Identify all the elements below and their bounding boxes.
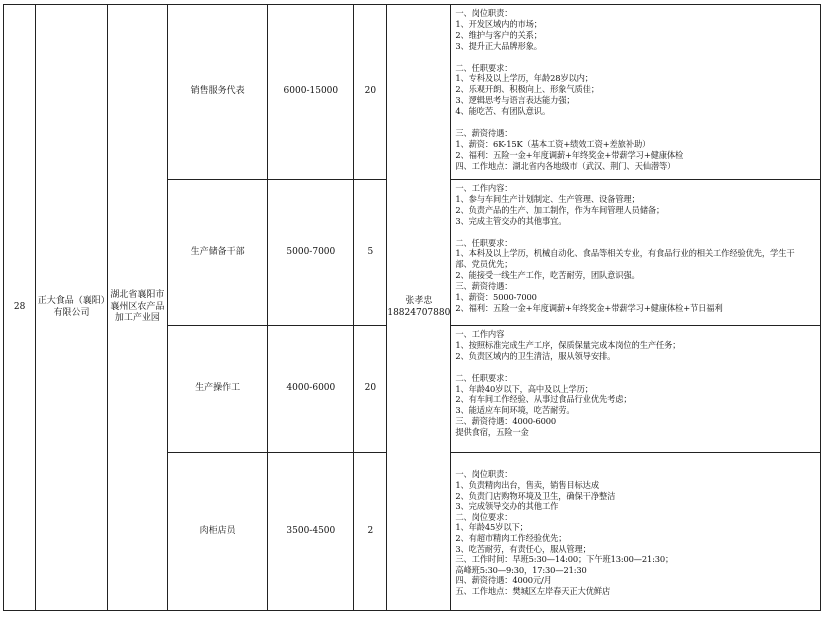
job-row-sales <box>4 5 821 180</box>
contact-name: 张孝忠 <box>405 296 433 306</box>
hiring-count: 2 <box>354 453 387 611</box>
job-description <box>451 326 821 453</box>
hiring-count: 5 <box>354 180 387 326</box>
position-title: 销售服务代表 <box>167 5 267 180</box>
company-name: 正大食品（襄阳）有限公司 <box>36 5 108 611</box>
position-title: 生产储备干部 <box>167 180 267 326</box>
job-description <box>451 180 821 326</box>
position-title: 生产操作工 <box>167 326 267 453</box>
job-listing-table <box>3 4 821 611</box>
row-number: 28 <box>4 5 36 611</box>
job-description-text: 一、岗位职责： 1、开发区域内的市场； 2、维护与客户的关系； 3、提升正大品牌形象。 二、任职要求： 1、专科及以上学历，年龄28岁以内； 2、乐观开朗、积极向上、形象气质佳； 3、逻辑思考与语言表达能力强； 4、能吃苦、有团队意识。 三、薪资待遇： 1、薪资：6K-15K（基本工资+绩效工资+差旅补助） 2、福利：五险一金+年度调薪+年终奖金+带薪学习+健康体检 四、工作地点：湖北省内各地级市（武汉、荆门、天仙潜等） <box>455 8 684 171</box>
salary-range: 5000-7000 <box>268 180 354 326</box>
contact-phone: 18824707880 <box>387 307 451 318</box>
job-description-text: 一、工作内容 1、按照标准完成生产工序，保质保量完成本岗位的生产任务； 2、负责区域内的卫生清洁，服从领导安排。 二、任职要求： 1、年龄40岁以下，高中及以上学历； 2、有车间工作经验、从事过食品行业优先考虑； 3、能适应车间环境，吃苦耐劳。 三、薪资待遇：4000-6000 提供食宿，五险一金 <box>455 329 681 438</box>
salary-range: 4000-6000 <box>268 326 354 453</box>
contact-cell <box>387 5 451 611</box>
job-description <box>451 5 821 180</box>
position-title: 肉柜店员 <box>167 453 267 611</box>
salary-range: 3500-4500 <box>268 453 354 611</box>
hiring-count: 20 <box>354 326 387 453</box>
job-description <box>451 453 821 611</box>
job-description-text: 一、岗位职责： 1、负责精肉出台，售卖，销售目标达成 2、负责门店购物环境及卫生，确保干净整洁 3、完成领导交办的其他工作 二、岗位要求： 1、年龄45岁以下； 2、有超市精肉工作经验优先； 3、吃苦耐劳，有责任心，服从管理； 三、工作时间：早班5:30—14:00；下午班13:00—21:30； 高峰班5:30—9:30，17:30—21:30 四、薪资待遇：4000元/月 五、工作地点：樊城区左岸春天正大优鲜店 <box>455 469 674 596</box>
work-location: 湖北省襄阳市襄州区农产品加工产业园 <box>107 5 167 611</box>
hiring-count: 20 <box>354 5 387 180</box>
job-description-text: 一、工作内容： 1、参与车间生产计划制定、生产管理、设备管理； 2、负责产品的生产、加工制作，作为车间管理人员储备； 3、完成主管交办的其他事宜。 二、任职要求： 1、本科及以上学历，机械自动化、食品等相关专业，有食品行业的相关工作经验优先，学生干 部、党员优先； 2、能接受一线生产工作，吃苦耐劳，团队意识强。 三、薪资待遇： 1、薪资：5000-7000 2、福利：五险一金+年度调薪+年终奖金+带薪学习+健康体检+节日福利 <box>455 183 795 313</box>
salary-range: 6000-15000 <box>268 5 354 180</box>
